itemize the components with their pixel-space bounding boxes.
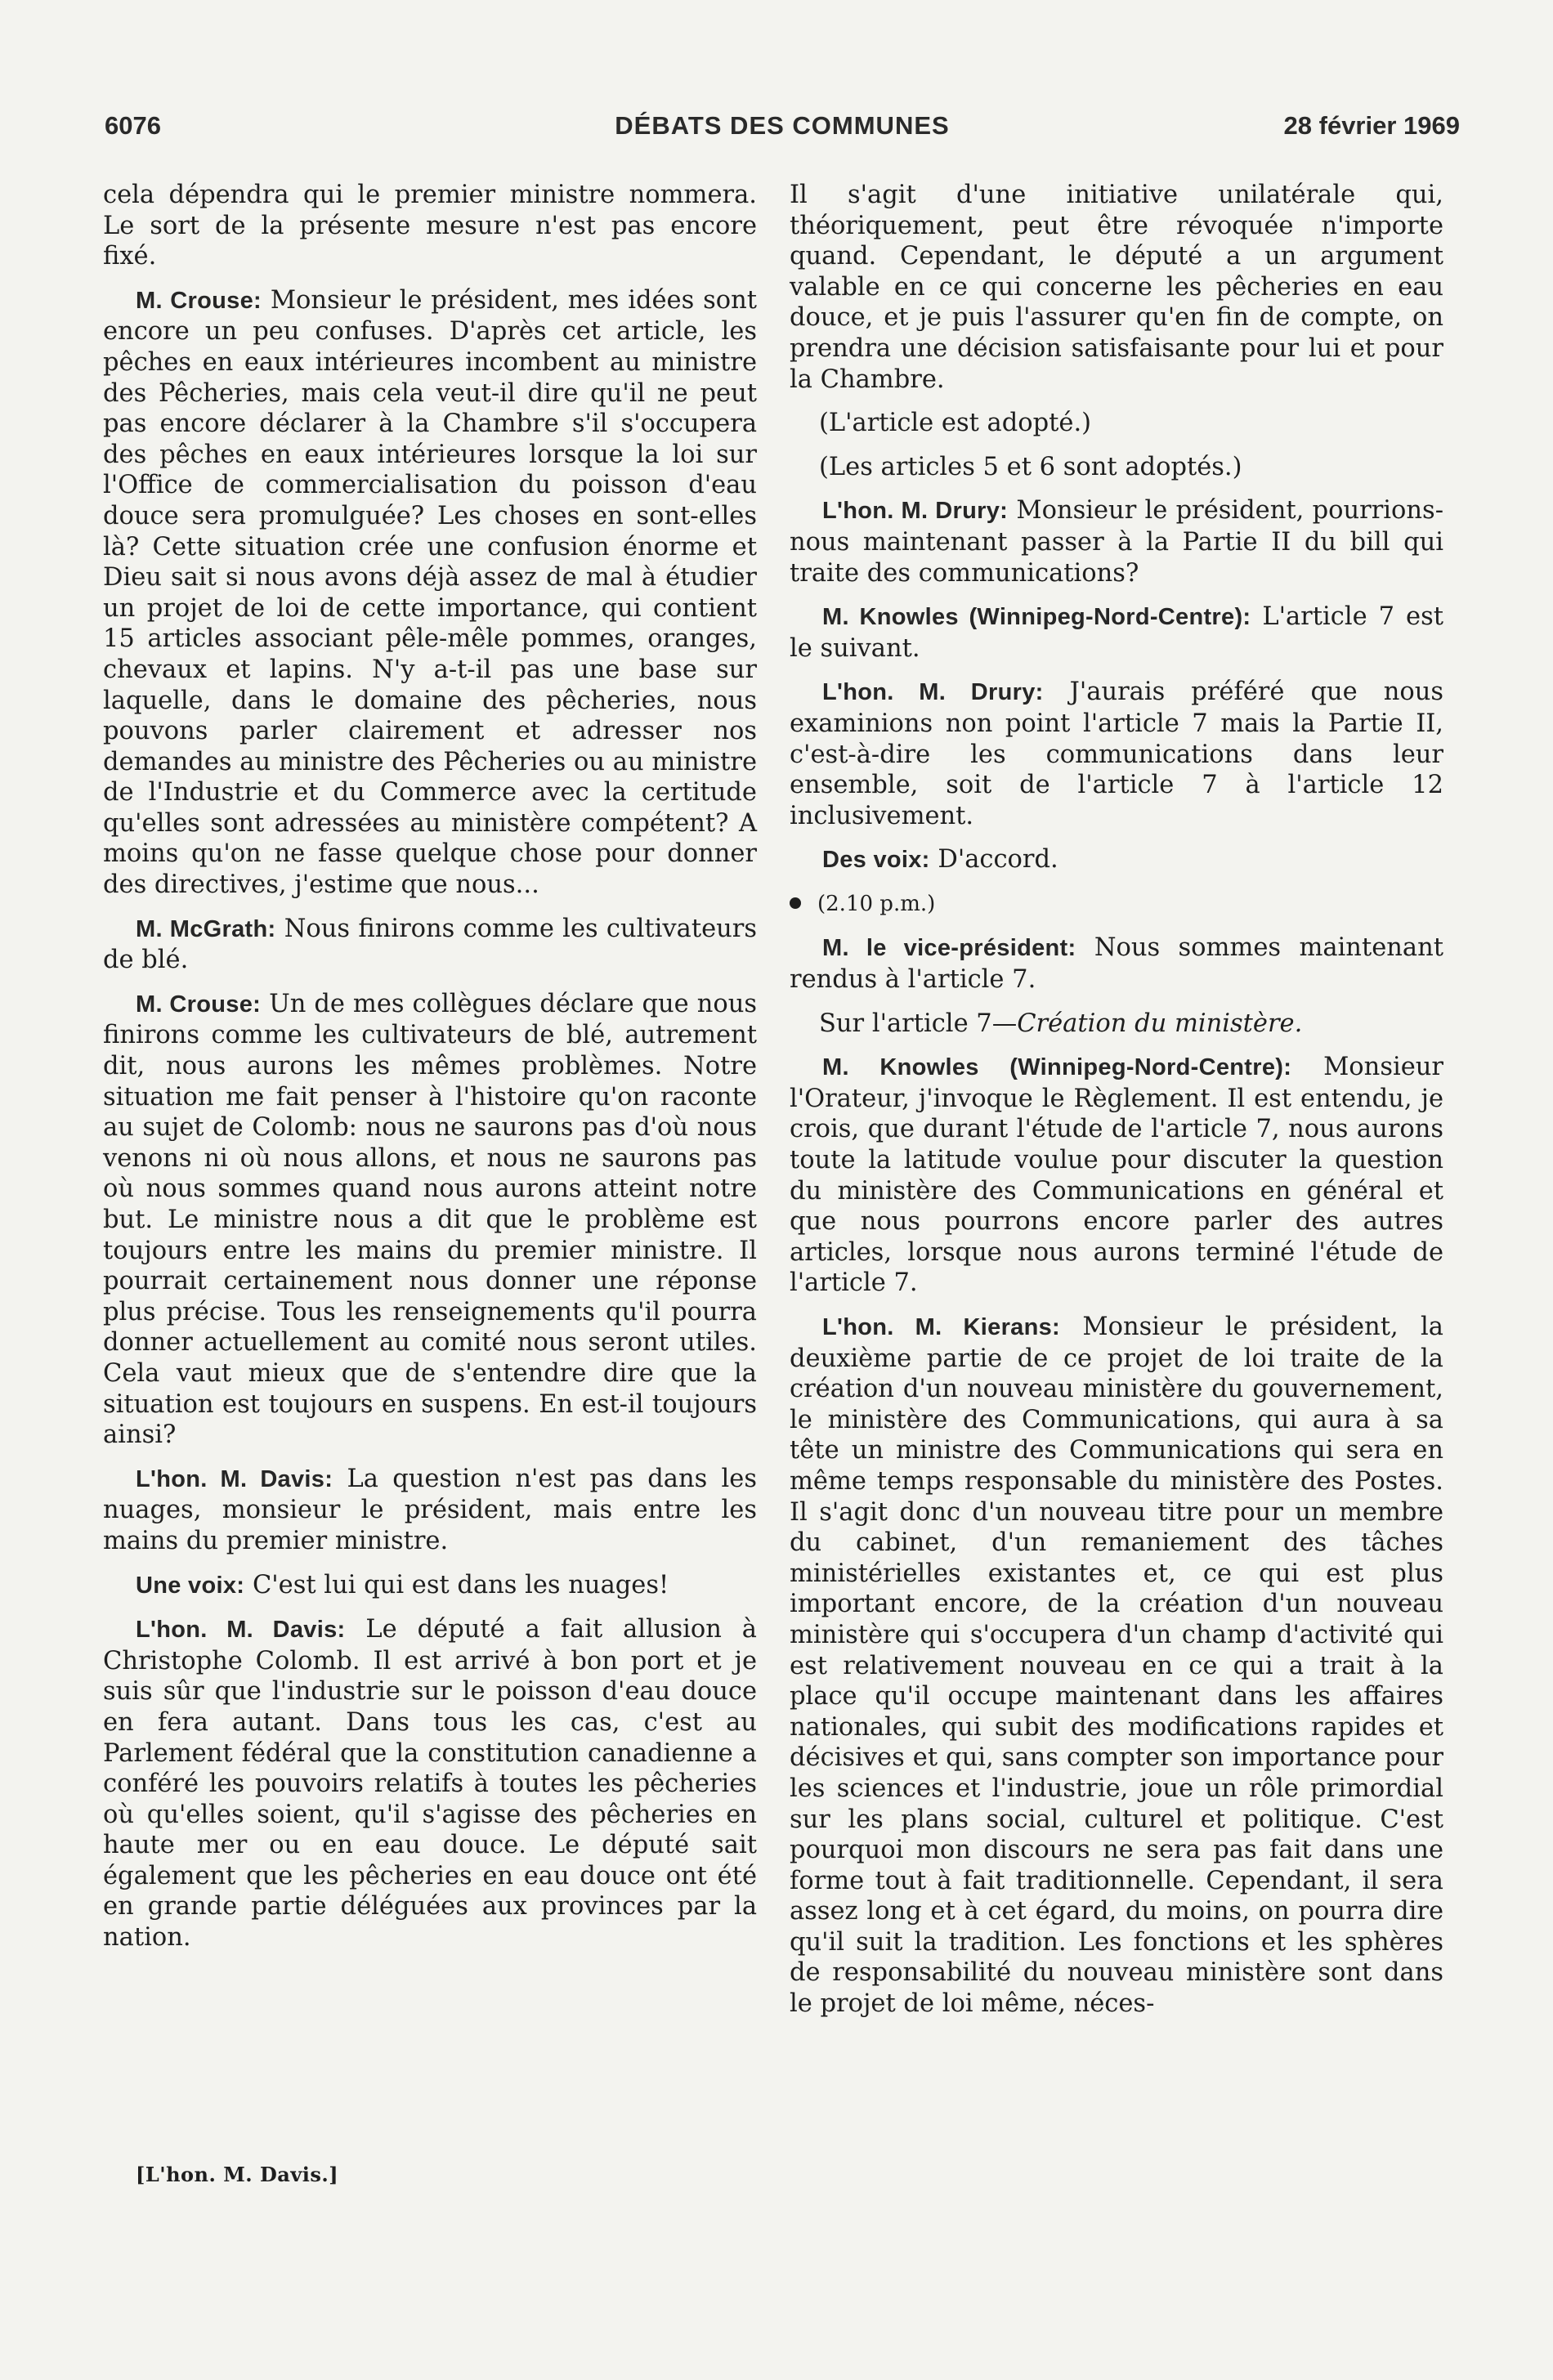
speech [790,495,1443,588]
speech-text: Monsieur le président, la deuxième partie de ce projet de loi traite de la création d'un nouveau ministère du gouvernement, le ministère des Communications, qui aura à sa tête un ministre des Communications qui sera en même temps responsable du ministère des Postes. Il s'agit donc d'un nouveau titre pour un membre du cabinet, d'un remaniement des tâches ministérielles existantes et, ce qui est plus important encore, de la création d'un nouveau ministère qui s'occupera d'un champ d'activité qui est relativement nouveau en ce qui a trait à la place qu'il occupe maintenant dans les affaires nationales, qui subit des modifications rapides et décisives et qui, sans compter son importance pour les sciences et l'industrie, joue un rôle primordial sur les plans social, culturel et politique. C'est pourquoi mon discours ne sera pas fait dans une forme tout à fait traditionnelle. Cependant, il sera assez long et à cet égard, du moins, on pourra dire qu'il suit la tradition. Les fonctions et les sphères de responsabilité du nouveau ministère sont dans le projet de loi même, néces- [790,1313,1443,2019]
issue-date: 28 février 1969 [1283,111,1460,140]
speaker-name: L'hon. M. Kierans: [822,1314,1060,1340]
speech [790,1052,1443,1299]
left-column [103,180,757,1966]
speaker-name: M. Knowles (Winnipeg-Nord-Centre): [822,1054,1292,1081]
speech-text: J'aurais préféré que nous examinions non point l'article 7 mais la Partie II, c'est-à-dire les communications dans leur ensemble, soit de l'article 7 à l'article 12 inclusivement. [790,678,1443,830]
paragraph-text: (Les articles 5 et 6 sont adoptés.) [819,452,1242,481]
speech [790,1312,1443,2020]
speech [103,285,757,901]
speaker-name: L'hon. M. Davis: [136,1617,346,1644]
speech [790,844,1443,876]
page-header [105,111,1460,149]
right-column [790,180,1443,2033]
speech-text: C'est lui qui est dans les nuages! [252,1570,669,1599]
paragraph [790,180,1443,395]
speech [103,1464,757,1557]
speaker-name: Une voix: [136,1572,245,1599]
speaker-name: M. McGrath: [136,915,276,942]
speech-text: L'article 7 est le suivant. [790,602,1443,663]
paragraph [103,180,757,272]
speech-text: Monsieur l'Orateur, j'invoque le Règlement. Il est entendu, je crois, que durant l'étude de l'article 7, nous aurons toute la latitude voulue pour discuter la question du ministère des Communications en général et que nous pourrons encore parler des autres articles, lorsque nous aurons terminé l'étude de l'article 7. [790,1053,1443,1298]
speaker-name: Des voix: [822,847,930,874]
timestamp: (2.10 p.m.) [817,891,936,916]
speech [790,933,1443,995]
speech-text: Monsieur le président, pourrions-nous maintenant passer à la Partie II du bill qui traite des communications? [790,496,1443,588]
speech-text: La question n'est pas dans les nuages, monsieur le président, mais entre les mains du premier ministre. [103,1464,758,1555]
procedural-note [790,452,1443,483]
speech-text: Le député a fait allusion à Christophe Colomb. Il est arrivé à bon port et je suis sûr que l'industrie sur le poisson d'eau douce en fera autant. Dans tous les cas, c'est au Parlement fédéral que la constitution canadienne a conféré les pouvoirs relatifs à toutes les pêcheries où qu'elles soient, qu'il s'agisse des pêcheries en haute mer ou en eau douce. Le député sait également que les pêcheries en eau douce ont été en grande partie déléguées aux provinces par la nation. [103,1615,757,1953]
paragraph-text: (L'article est adopté.) [819,409,1092,438]
speaker-name: M. Knowles (Winnipeg-Nord-Centre): [822,604,1251,631]
clause-lead: Sur l'article 7— [819,1009,1018,1038]
speaker-name: L'hon. M. Drury: [822,679,1044,706]
speech [790,677,1443,831]
speech-text: Nous finirons comme les cultivateurs de blé. [103,914,757,975]
speaker-footer-reference: [L'hon. M. Davis.] [136,2163,339,2186]
speaker-name: L'hon. M. Drury: [822,498,1009,525]
publication-title: DÉBATS DES COMMUNES [615,111,950,140]
speaker-name: M. Crouse: [136,991,262,1018]
speech [103,989,757,1451]
clause-title: Création du ministère. [1017,1009,1303,1038]
procedural-note [790,408,1443,439]
speaker-name: M. Crouse: [136,287,262,314]
speech [103,1614,757,1953]
speech [103,1570,757,1602]
page-number: 6076 [105,111,161,140]
bullet-icon [790,897,801,909]
speech-text: D'accord. [938,845,1058,875]
speech [790,602,1443,664]
speaker-name: M. le vice-président: [822,935,1076,962]
speech-text: Nous sommes maintenant rendus à l'article 7. [790,933,1443,995]
speech [103,914,757,976]
speaker-name: L'hon. M. Davis: [136,1465,333,1492]
clause-heading [790,1009,1443,1040]
timestamp-marker [790,889,1443,920]
speech-text: Un de mes collègues déclare que nous finirons comme les cultivateurs de blé, autrement dit, nous aurons les mêmes problèmes. Notre situation me fait penser à l'histoire qu'on raconte au sujet de Colomb: nous ne saurons pas d'où nous venons ni où nous allons, et nous ne saurons pas où nous sommes quand nous aurons atteint notre but. Le ministre nous a dit que le problème est toujours entre les mains du premier ministre. Il pourrait certainement nous donner une réponse plus précise. Tous les renseignements qu'il pourra donner actuellement au comité nous seront utiles. Cela vaut mieux que de s'entendre dire que la situation est toujours en suspens. En est-il toujours ainsi? [103,989,757,1450]
paragraph-text: Il s'agit d'une initiative unilatérale qui, théoriquement, peut être révoquée n'importe quand. Cependant, le député a un argument valable en ce qui concerne les pêcheries en eau douce, et je puis l'assurer qu'en fin de compte, on prendra une décision satisfaisante pour lui et pour la Chambre. [790,181,1443,394]
paragraph-text: cela dépendra qui le premier ministre nommera. Le sort de la présente mesure n'est pas encore fixé. [103,181,757,271]
speech-text: Monsieur le président, mes idées sont encore un peu confuses. D'après cet article, les pêches en eaux intérieures incombent au ministre des Pêcheries, mais cela veut-il dire qu'il ne peut pas encore déclarer à la Chambre s'il s'occupera des pêches en eaux intérieures lorsque la loi sur l'Office de commercialisation du poisson d'eau douce sera promulguée? Les choses en sont-elles là? Cette situation crée une confusion énorme et Dieu sait si nous avons déjà assez de mal à étudier un projet de loi de cette importance, qui contient 15 articles associant pêle-mêle pommes, oranges, chevaux et lapins. N'y a-t-il pas une base sur laquelle, dans le domaine des pêcheries, nous pouvons parler clairement et adresser nos demandes au ministre des Pêcheries ou au ministre de l'Industrie et du Commerce avec la certitude qu'elles sont adressées au ministère compétent? A moins qu'on ne fasse quelque chose pour donner des directives, j'estime que nous... [103,285,758,900]
